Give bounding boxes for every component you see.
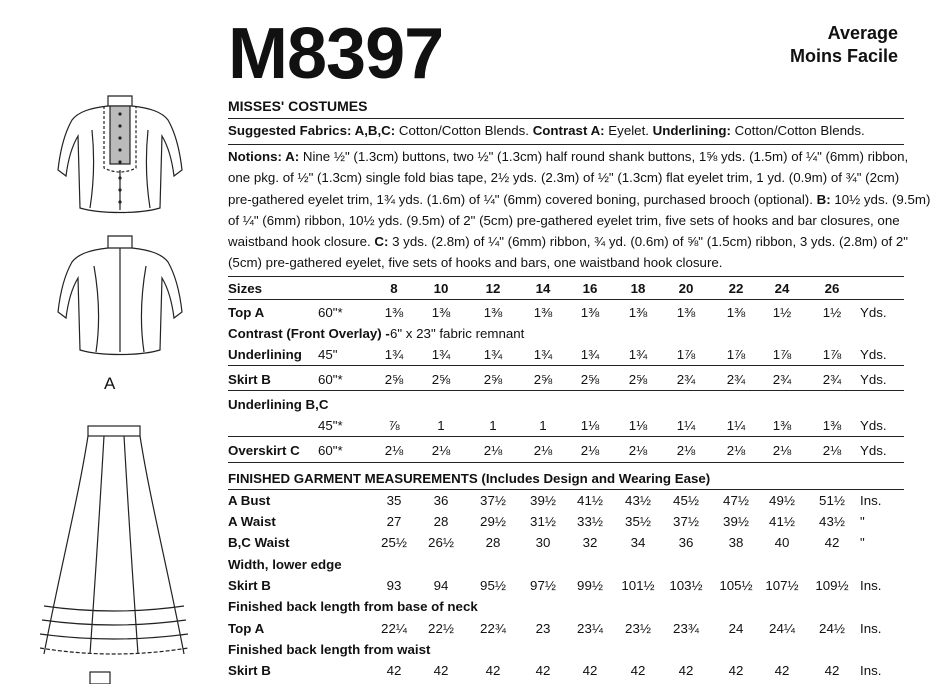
table-cell: 40 <box>774 535 790 550</box>
table-cell: 2⅝ <box>628 372 648 387</box>
row-fabric-width: 60"* <box>318 443 343 458</box>
row-label: Top A <box>228 621 265 636</box>
row-label: Finished back length from base of neck <box>228 599 478 614</box>
row-unit: Yds. <box>860 443 887 458</box>
table-row <box>228 415 904 436</box>
row-unit: Yds. <box>860 347 887 362</box>
table-row <box>228 302 904 323</box>
table-cell: 94 <box>433 578 449 593</box>
notions-line: one pkg. of ½" (1.3cm) single fold bias tape, 2½ yds. (2.3m) of ½" (1.3cm) flat eyelet trim, 1 yd. (0.9m) of ¾" (2cm) <box>228 170 900 186</box>
table-cell: 1⅛ <box>580 418 600 433</box>
table-cell: 42 <box>774 663 790 678</box>
table-cell: 37½ <box>480 493 506 508</box>
size-header: 12 <box>485 281 501 296</box>
table-cell: 24 <box>728 621 744 636</box>
size-header: 24 <box>774 281 790 296</box>
table-cell: 42 <box>485 663 501 678</box>
table-cell: 1⅜ <box>431 305 451 320</box>
table-cell: 2⅛ <box>628 443 648 458</box>
row-label: Finished back length from waist <box>228 642 431 657</box>
table-cell: 103½ <box>669 578 703 593</box>
table-cell: 23¾ <box>673 621 699 636</box>
table-cell: 2¾ <box>822 372 842 387</box>
bodice-front-illustration <box>50 90 190 220</box>
table-cell: 101½ <box>621 578 655 593</box>
table-cell: 51½ <box>819 493 845 508</box>
table-cell: 2⅛ <box>533 443 553 458</box>
table-cell: 42 <box>728 663 744 678</box>
row-unit: Yds. <box>860 418 887 433</box>
table-row <box>228 554 904 575</box>
table-row <box>228 618 904 639</box>
notions-line: waistband hook closure. C: 3 yds. (2.8m) of ¼" (6mm) ribbon, ¾ yd. (0.6m) of ⅝" (1.5cm) ribbon, 3 yds. (2.8m) of 2" <box>228 234 909 250</box>
row-unit: Ins. <box>860 621 882 636</box>
difficulty-en: Average <box>827 23 898 43</box>
row-label: A Bust <box>228 493 271 508</box>
table-cell: 95½ <box>480 578 506 593</box>
table-cell: 2¾ <box>772 372 792 387</box>
table-cell: 2⅛ <box>384 443 404 458</box>
table-cell: 1¼ <box>726 418 746 433</box>
table-cell: 33½ <box>577 514 603 529</box>
suggested-fabrics: Suggested Fabrics: A,B,C: Cotton/Cotton Blends. Contrast A: Eyelet. Underlining: Cotton/Cotton Blends. <box>228 123 865 138</box>
size-header: 16 <box>582 281 598 296</box>
table-cell: 41½ <box>769 514 795 529</box>
row-fabric-width: 45" <box>318 347 338 362</box>
table-cell: 2⅝ <box>384 372 404 387</box>
table-cell: ⅞ <box>388 418 400 433</box>
table-cell: 34 <box>630 535 646 550</box>
table-cell: 37½ <box>673 514 699 529</box>
row-unit: Ins. <box>860 663 882 678</box>
table-cell: 24½ <box>819 621 845 636</box>
row-label: Width, lower edge <box>228 557 342 572</box>
table-cell: 99½ <box>577 578 603 593</box>
table-cell: 47½ <box>723 493 749 508</box>
table-row <box>228 532 904 553</box>
table-cell: 2⅛ <box>822 443 842 458</box>
size-header: 10 <box>433 281 449 296</box>
table-cell: 1¾ <box>384 347 404 362</box>
row-unit: Ins. <box>860 493 882 508</box>
difficulty-fr: Moins Facile <box>789 46 898 66</box>
notions-line: (5cm) pre-gathered eyelet, five sets of hooks and bars, one waistband hook closure. <box>228 255 723 271</box>
table-row <box>228 369 904 390</box>
row-label: A Waist <box>228 514 276 529</box>
table-cell: 27 <box>386 514 402 529</box>
table-cell: 2⅛ <box>726 443 746 458</box>
table-cell: 2⅛ <box>772 443 792 458</box>
table-cell: 35½ <box>625 514 651 529</box>
size-header: 8 <box>390 281 398 296</box>
row-unit: " <box>860 535 865 550</box>
table-cell: 42 <box>630 663 646 678</box>
row-unit: Yds. <box>860 305 887 320</box>
table-cell: 26½ <box>428 535 454 550</box>
table-cell: 42 <box>824 663 840 678</box>
table-cell: 32 <box>582 535 598 550</box>
table-row <box>228 344 904 365</box>
table-cell: 1¾ <box>431 347 451 362</box>
table-cell: 1⅜ <box>628 305 648 320</box>
table-divider <box>228 390 904 391</box>
row-label: Top A <box>228 305 265 320</box>
table-cell: 36 <box>678 535 694 550</box>
table-cell: 23 <box>535 621 551 636</box>
table-cell: 1¼ <box>676 418 696 433</box>
size-header: 20 <box>678 281 694 296</box>
row-label: Contrast (Front Overlay) - <box>228 326 390 341</box>
table-cell: 25½ <box>381 535 407 550</box>
table-cell: 1⅛ <box>628 418 648 433</box>
row-fabric-width: 60"* <box>318 305 343 320</box>
pattern-number: M8397 <box>228 14 444 94</box>
table-cell: 43½ <box>625 493 651 508</box>
table-cell: 39½ <box>530 493 556 508</box>
table-cell: 1⅜ <box>384 305 404 320</box>
row-label: Underlining <box>228 347 302 362</box>
table-cell: 43½ <box>819 514 845 529</box>
table-cell: 35 <box>386 493 402 508</box>
table-cell: 42 <box>433 663 449 678</box>
table-cell: 2¾ <box>726 372 746 387</box>
table-cell: 31½ <box>530 514 556 529</box>
table-divider <box>228 436 904 437</box>
table-row <box>228 660 904 681</box>
table-cell: 1⅜ <box>726 305 746 320</box>
table-cell: 2⅛ <box>431 443 451 458</box>
table-row <box>228 440 904 461</box>
table-cell: 1⅜ <box>676 305 696 320</box>
table-cell: 1¾ <box>628 347 648 362</box>
table-cell: 93 <box>386 578 402 593</box>
table-cell: 109½ <box>815 578 849 593</box>
table-cell: 23¼ <box>577 621 603 636</box>
table-row <box>228 639 904 660</box>
size-header: 18 <box>630 281 646 296</box>
row-unit: Yds. <box>860 372 887 387</box>
table-cell: 30 <box>535 535 551 550</box>
table-cell: 22¼ <box>381 621 407 636</box>
row-fabric-width: 45"* <box>318 418 343 433</box>
table-cell: 1½ <box>772 305 792 320</box>
sizes-label: Sizes <box>228 281 263 296</box>
notions-line: of ¼" (6mm) ribbon, 10½ yds. (9.5m) of 2" (5cm) pre-gathered eyelet trim, five sets of hooks and bar closures, one <box>228 212 900 228</box>
table-cell: 22¾ <box>480 621 506 636</box>
table-cell: 41½ <box>577 493 603 508</box>
table-cell: 42 <box>678 663 694 678</box>
table-cell: 42 <box>824 535 840 550</box>
table-divider <box>228 462 904 463</box>
table-divider <box>228 299 904 300</box>
table-cell: 1⅞ <box>772 347 792 362</box>
table-cell: 23½ <box>625 621 651 636</box>
table-cell: 1⅞ <box>676 347 696 362</box>
table-cell: 2¾ <box>676 372 696 387</box>
row-label: Underlining B,C <box>228 397 329 412</box>
finished-heading <box>228 468 904 489</box>
table-cell: 1¾ <box>533 347 553 362</box>
table-cell: 45½ <box>673 493 699 508</box>
table-cell: 1¾ <box>580 347 600 362</box>
table-cell: 97½ <box>530 578 556 593</box>
table-row <box>228 323 904 344</box>
table-cell: 107½ <box>765 578 799 593</box>
table-cell: 2⅛ <box>676 443 696 458</box>
table-cell: 1⅜ <box>533 305 553 320</box>
table-row <box>228 511 904 532</box>
notions-line: Notions: A: Nine ½" (1.3cm) buttons, two ½" (1.3cm) half round shank buttons, 1⅝ yds. (1.5m) of ¼" (6mm) ribbon, <box>228 149 909 164</box>
table-cell: 1⅜ <box>483 305 503 320</box>
size-header: 22 <box>728 281 744 296</box>
size-header: 14 <box>535 281 551 296</box>
row-label: Overskirt C <box>228 443 300 458</box>
table-cell: 38 <box>728 535 744 550</box>
table-divider <box>228 365 904 366</box>
table-cell: 1 <box>539 418 547 433</box>
row-fabric-width: 60"* <box>318 372 343 387</box>
table-cell: 1⅜ <box>580 305 600 320</box>
table-cell: 22½ <box>428 621 454 636</box>
table-cell: 1⅞ <box>726 347 746 362</box>
table-cell: 1⅜ <box>772 418 792 433</box>
table-cell: 1 <box>437 418 445 433</box>
table-cell: 1½ <box>822 305 842 320</box>
table-cell: 36 <box>433 493 449 508</box>
table-divider <box>228 489 904 490</box>
table-row <box>228 394 904 415</box>
row-unit: " <box>860 514 865 529</box>
table-cell: 105½ <box>719 578 753 593</box>
page-title: MISSES' COSTUMES <box>228 98 368 114</box>
table-cell: 2⅝ <box>580 372 600 387</box>
table-row <box>228 490 904 511</box>
row-label: Skirt B <box>228 578 271 593</box>
table-cell: 42 <box>582 663 598 678</box>
row-unit: Ins. <box>860 578 882 593</box>
table-cell: 49½ <box>769 493 795 508</box>
table-cell: 28 <box>433 514 449 529</box>
table-row <box>228 596 904 617</box>
table-cell: 24¼ <box>769 621 795 636</box>
table-cell: 42 <box>386 663 402 678</box>
row-label: Skirt B <box>228 372 271 387</box>
difficulty <box>790 22 898 68</box>
row-label: Skirt B <box>228 663 271 678</box>
sizes-header-row <box>228 278 904 299</box>
table-cell: 2⅝ <box>483 372 503 387</box>
table-cell: 2⅝ <box>533 372 553 387</box>
table-cell: 1⅜ <box>822 418 842 433</box>
skirt-illustration <box>34 420 194 684</box>
table-cell: 1¾ <box>483 347 503 362</box>
table-cell: 42 <box>535 663 551 678</box>
row-label: B,C Waist <box>228 535 290 550</box>
finished-heading-text: FINISHED GARMENT MEASUREMENTS (Includes Design and Wearing Ease) <box>228 471 711 486</box>
size-header: 26 <box>824 281 840 296</box>
table-row <box>228 575 904 596</box>
table-cell: 39½ <box>723 514 749 529</box>
notions-line: pre-gathered eyelet trim, 1¾ yds. (1.6m) of ¼" (6mm) covered boning, purchased brooch (optional). B: 10½ yds. (9.5m) <box>228 191 931 207</box>
view-label: A <box>104 374 116 393</box>
notions-block <box>228 146 931 274</box>
table-cell: 2⅝ <box>431 372 451 387</box>
bodice-back-illustration <box>50 232 190 362</box>
table-cell: 29½ <box>480 514 506 529</box>
table-cell: 2⅛ <box>580 443 600 458</box>
table-cell: 1⅞ <box>822 347 842 362</box>
table-cell: 2⅛ <box>483 443 503 458</box>
table-cell: 28 <box>485 535 501 550</box>
table-cell: 1 <box>489 418 497 433</box>
row-fabric-width: 6" x 23" fabric remnant <box>390 326 525 341</box>
